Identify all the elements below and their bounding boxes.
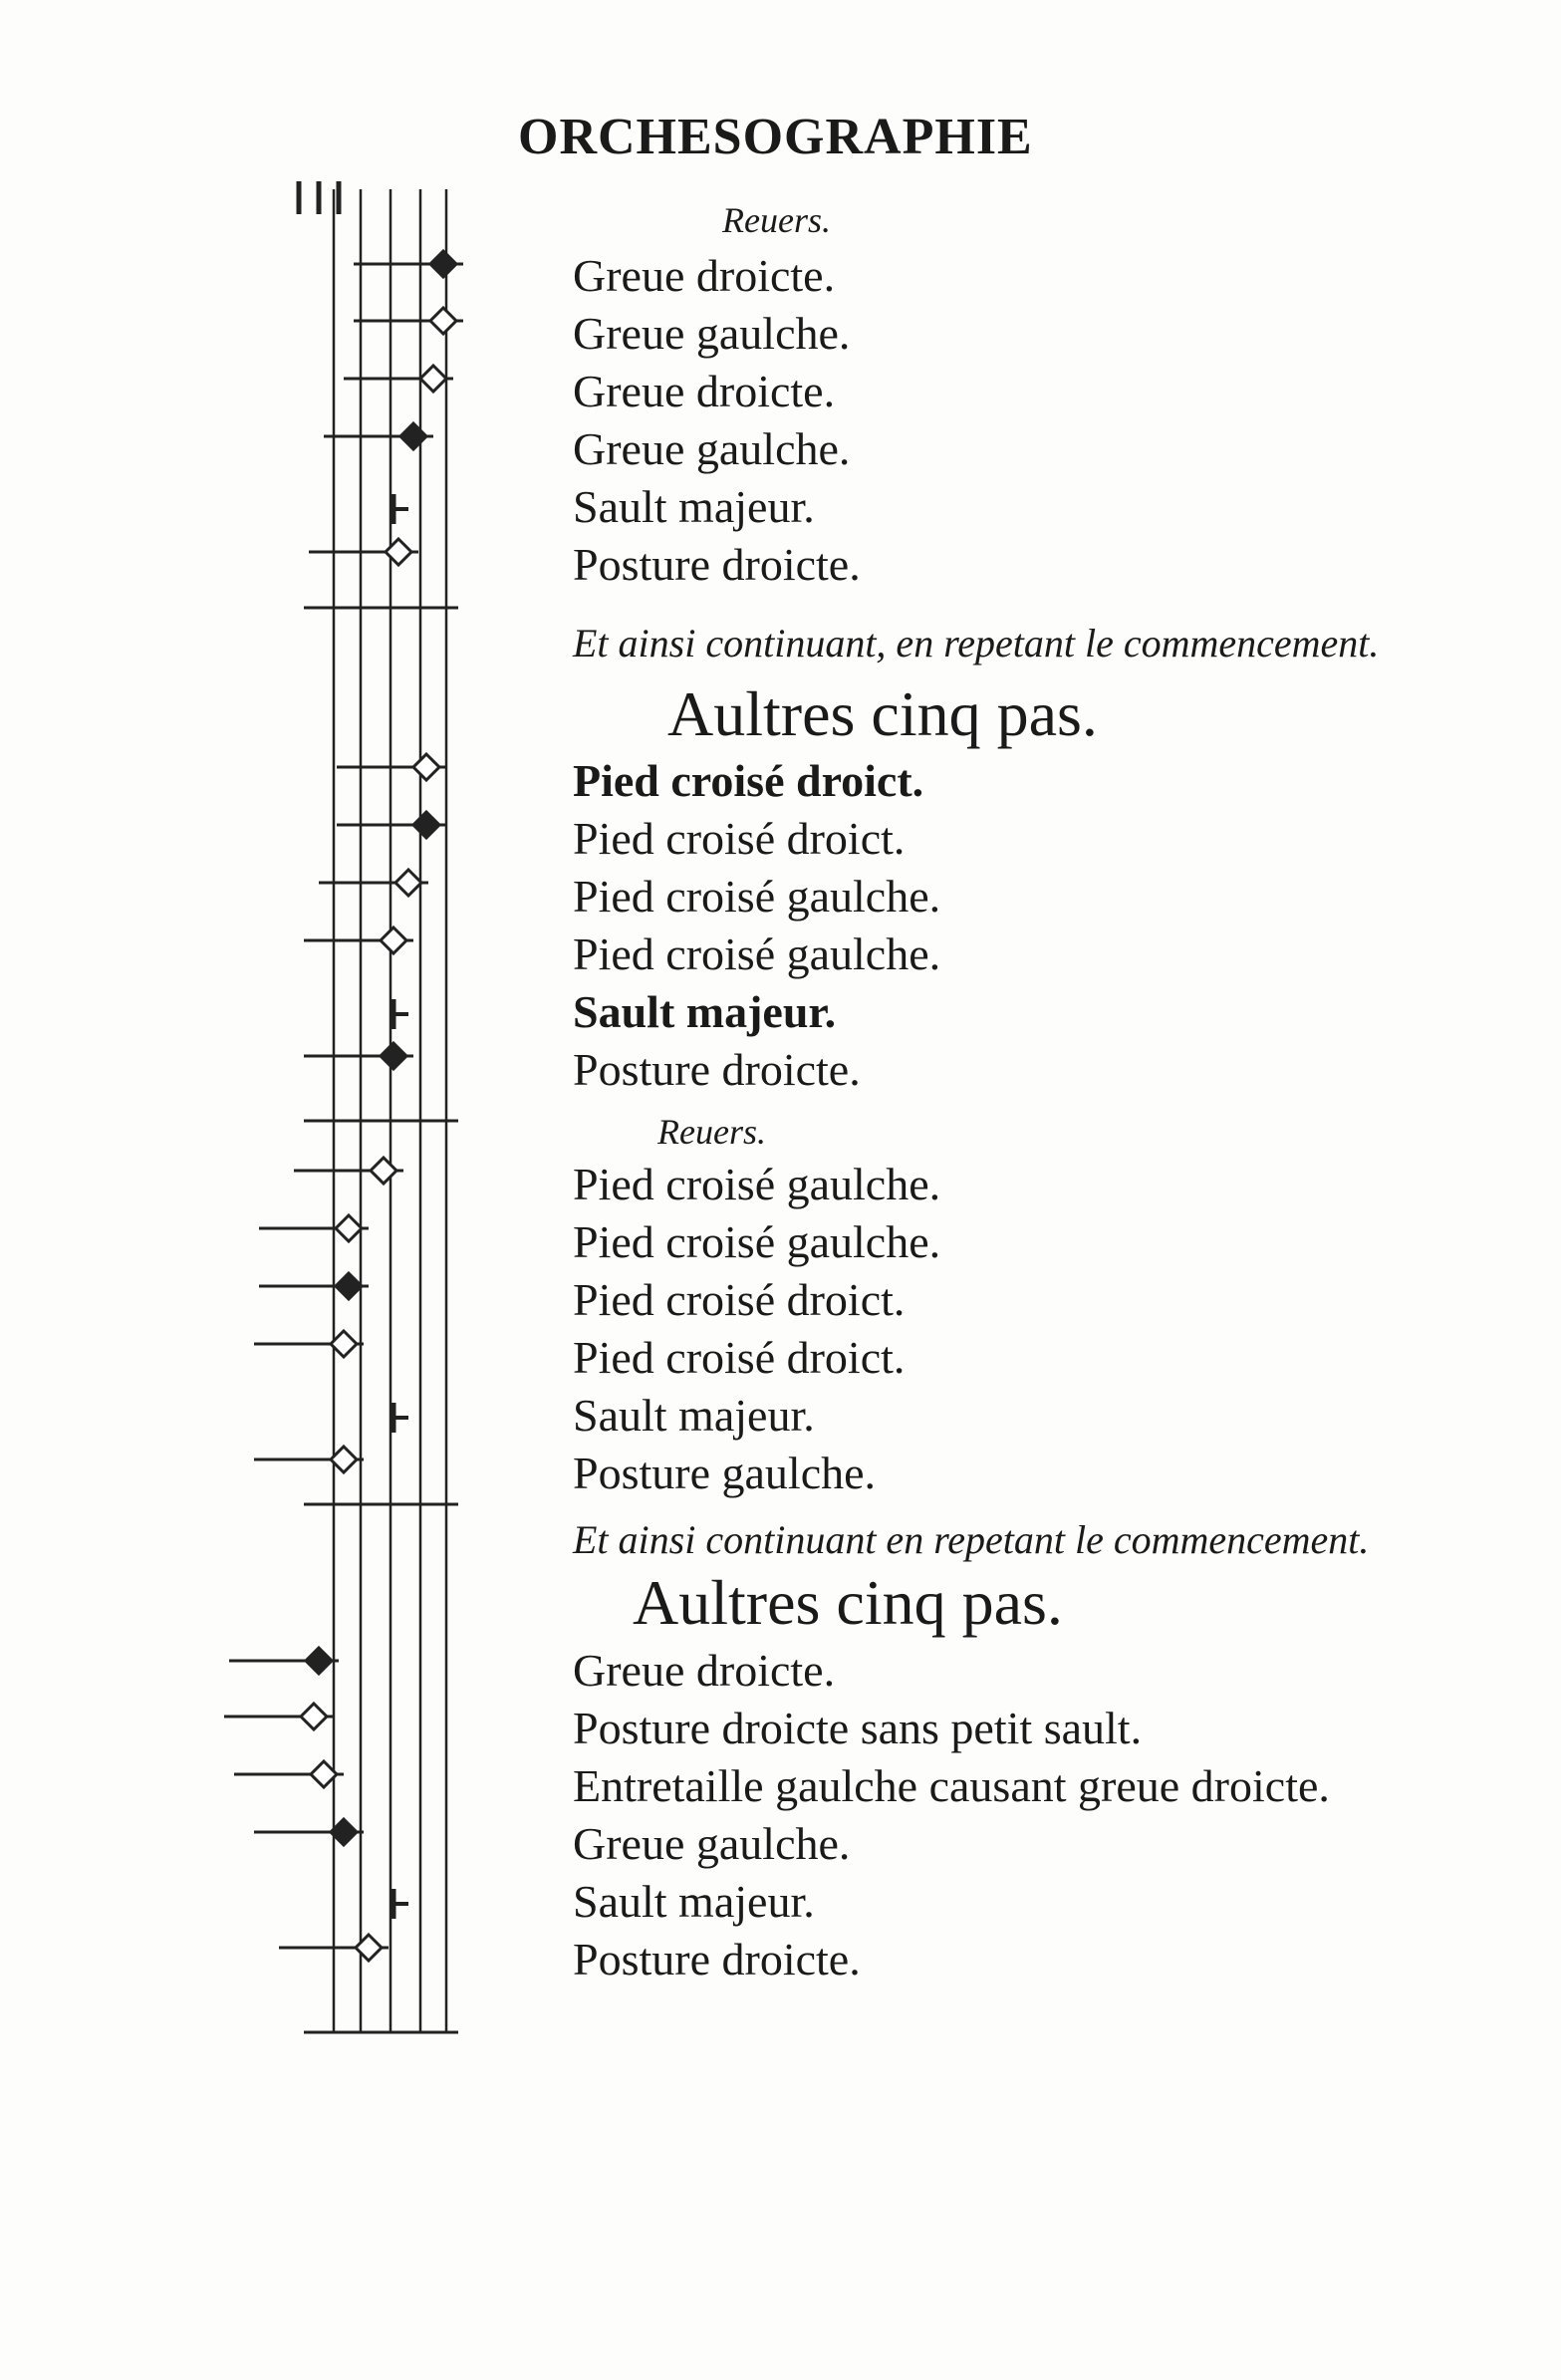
text-line: Greue droicte. [573,366,836,416]
step-diamond-icon [306,1648,332,1674]
step-diamond-icon [301,1704,327,1729]
text-line: Pied croisé droict. [573,755,924,806]
step-diamond-icon [413,754,439,780]
text-line: Aultres cinq pas. [667,678,1098,749]
text-line: Reuers. [722,200,831,240]
text-line: Posture droicte. [573,1934,861,1984]
text-line: Posture droicte. [573,539,861,590]
text-line: Greue gaulche. [573,308,851,359]
text-line: Sault majeur. [573,1390,815,1441]
step-diamond-icon [413,812,439,838]
text-line: Greue droicte. [573,250,836,301]
text-line: Pied croisé droict. [573,813,906,864]
text-line: Greue gaulche. [573,423,851,474]
text-line: Greue droicte. [573,1645,836,1696]
text-line: Pied croisé gaulche. [573,1216,941,1267]
text-line: Pied croisé gaulche. [573,1159,941,1209]
text-line: Posture droicte. [573,1044,861,1095]
step-diamond-icon [336,1215,362,1241]
text-line: Entretaille gaulche causant greue droicte. [573,1760,1330,1811]
text-line: Pied croisé gaulche. [573,871,941,922]
text-line: Pied croisé droict. [573,1332,906,1383]
text-line: Reuers. [657,1112,766,1152]
running-header: ORCHESOGRAPHIE [518,109,1033,165]
text-line: Sault majeur. [573,986,837,1037]
text-line: Et ainsi continuant, en repetant le commencement. [573,621,1380,665]
step-diamond-icon [381,1043,406,1069]
text-line: Sault majeur. [573,481,815,532]
text-line: Sault majeur. [573,1876,815,1927]
step-diamond-icon [371,1158,396,1184]
step-diamond-icon [395,870,421,896]
text-line: Greue gaulche. [573,1818,851,1869]
text-line: Pied croisé droict. [573,1274,906,1325]
step-diamond-icon [420,366,446,392]
text-line: Pied croisé gaulche. [573,928,941,979]
step-diamond-icon [400,423,426,449]
text-line: Aultres cinq pas. [633,1567,1063,1638]
text-line: Posture droicte sans petit sault. [573,1703,1143,1753]
step-diamond-icon [430,308,456,334]
text-line: Posture gaulche. [573,1448,877,1498]
step-diamond-icon [336,1273,362,1299]
text-line: Et ainsi continuant en repetant le commencement. [573,1517,1370,1562]
step-diamond-icon [430,251,456,277]
step-diamond-icon [381,927,406,953]
